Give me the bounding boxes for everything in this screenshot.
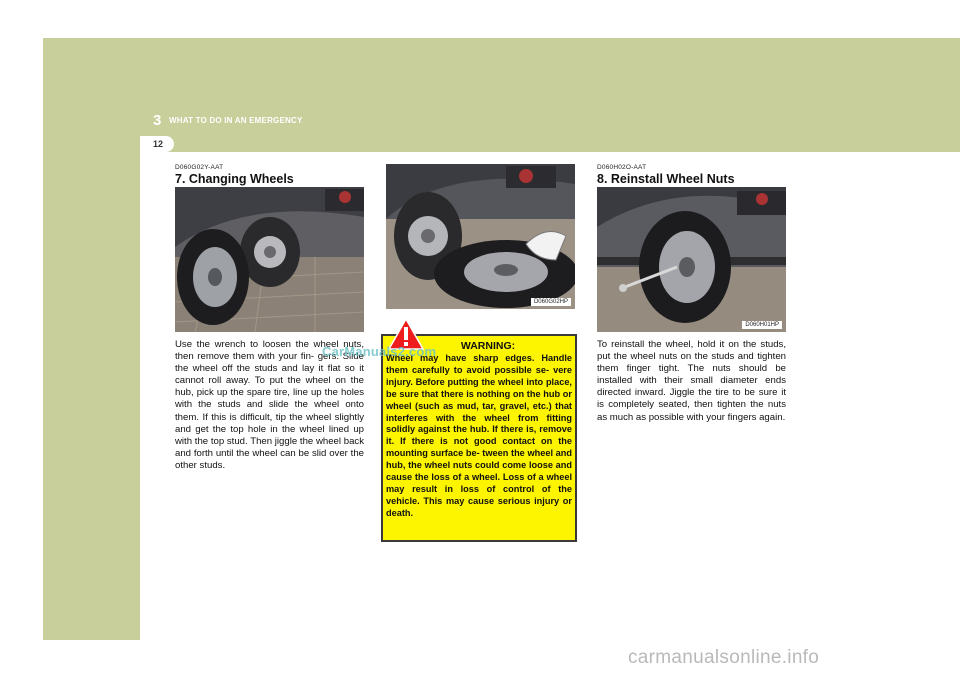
heading-reinstall-nuts: 8. Reinstall Wheel Nuts: [597, 172, 735, 186]
photo-label-middle: D060G02HP: [531, 298, 571, 306]
warning-text: Wheel may have sharp edges. Handle them carefully to avoid possible se- vere injury. Before putting the wheel into place, be sure that there is nothing on the hub or wheel (such as mud, tar, gravel, etc.) that interferes with the wheel from fitting solidly against the hub. If there is, remove it. If there is not good contact on the mounting surface be- tween the wheel and hub, the wheel nuts could come loose and cause the loss of a wheel. Loss of a wheel may result in loss of control of the vehicle. This may cause serious injury or death.: [386, 353, 572, 518]
changing-wheels-text: Use the wrench to loosen the wheel nuts, then remove them with your fin- gers. Slide the wheel off the studs and lay it flat so it cannot roll away. To put the wheel on the hub, pick up the spare tire, line up the holes with the studs and slide the wheel onto them. If this is difficult, tip the wheel slightly and get the top hole in the wheel lined up with the top stud. Then jiggle the wheel back and forth until the wheel can be slid over the other studs.: [175, 339, 364, 471]
footer-watermark: carmanualsonline.info: [628, 647, 820, 668]
warning-box: [381, 334, 577, 542]
section-code-reinstall-nuts: D060H02O-AAT: [597, 164, 647, 171]
page-number: 12: [153, 139, 164, 149]
warning-title: WARNING:: [460, 340, 516, 352]
photo-wheel-removed: [175, 187, 364, 332]
reinstall-nuts-text: To reinstall the wheel, hold it on the studs, put the wheel nuts on the studs and tighten them finger tight. The nuts should be installed with their small diameter ends directed inward. Jiggle the tire to be sure it is completely seated, then tighten the nuts as much as possible with your fingers again.: [597, 339, 786, 423]
section-code-changing-wheels: D060G02Y-AAT: [175, 164, 224, 171]
photo-label-right: D060H01HP: [742, 321, 782, 329]
overlay-watermark: CarManuals2.com: [322, 344, 437, 359]
photo-reinstall-nuts: [597, 187, 786, 332]
heading-changing-wheels: 7. Changing Wheels: [175, 172, 294, 186]
chapter-title: WHAT TO DO IN AN EMERGENCY: [169, 116, 303, 125]
photo-cleaning-hub: [386, 164, 575, 309]
chapter-number: 3: [153, 112, 162, 129]
